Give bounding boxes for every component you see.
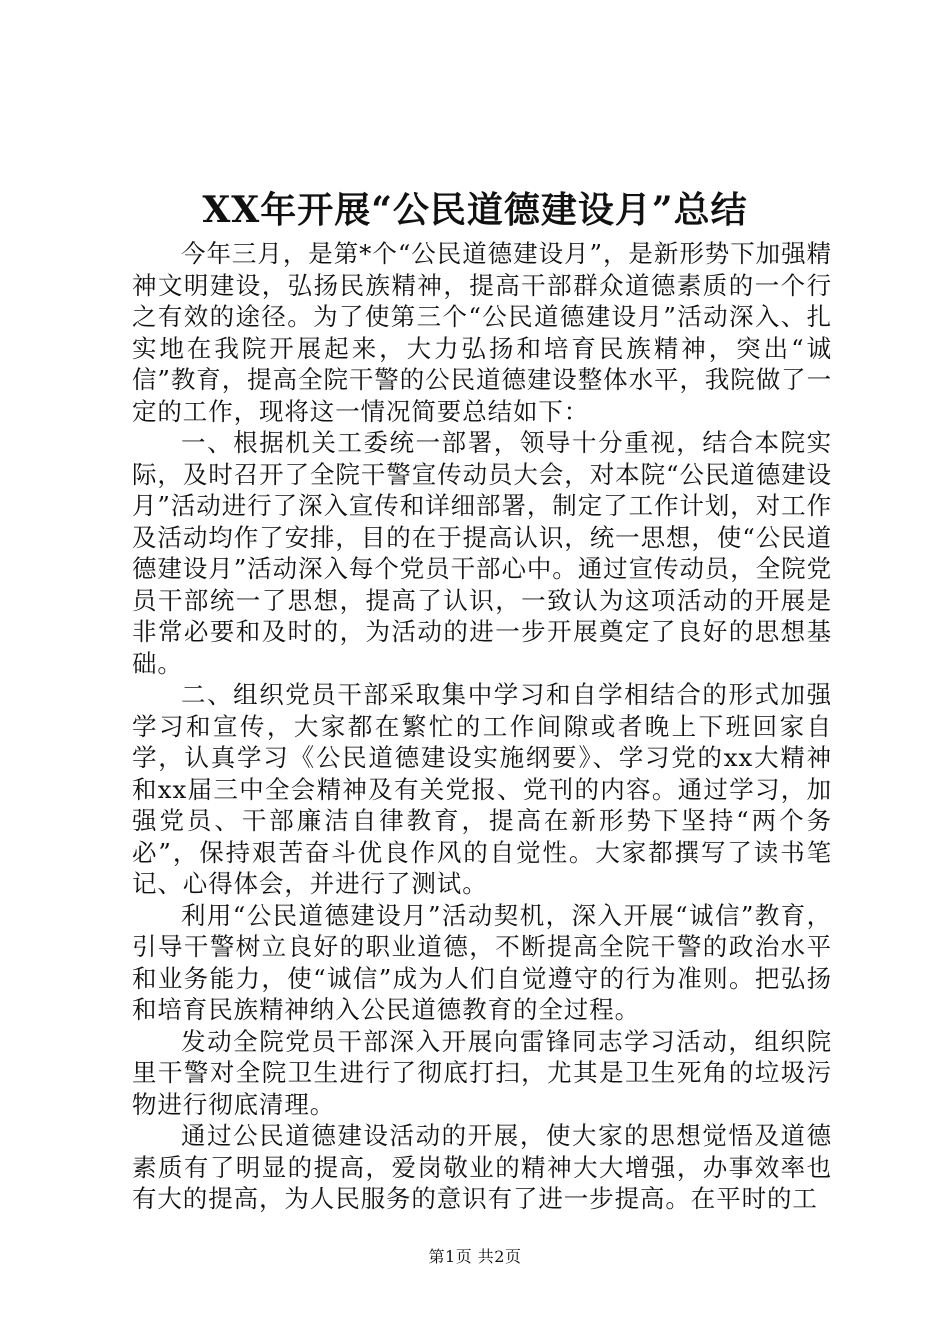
page-number-footer: 第1页 共2页 [428,1247,522,1266]
paragraph-results: 通过公民道德建设活动的开展，使大家的思想觉悟及道德素质有了明显的提高，爱岗敬业的精神大大增强，办事效率也有大的提高，为人民服务的意识有了进一步提高。在平时的工 [132,1121,832,1213]
document-body [132,238,832,1215]
paragraph-lei-feng-activity: 发动全院党员干部深入开展向雷锋同志学习活动，组织院里干警对全院卫生进行了彻底打扫，尤其是卫生死角的垃圾污物进行彻底清理。 [132,1026,832,1119]
paragraph-section-1: 一、根据机关工委统一部署，领导十分重视，结合本院实际，及时召开了全院干警宣传动员大会，对本院“公民道德建设月”活动进行了深入宣传和详细部署，制定了工作计划，对工作及活动均作了安排，目的在于提高认识，统一思想，使“公民道德建设月”活动深入每个党员干部心中。通过宣传动员，全院党员干部统一了思想，提高了认识，一致认为这项活动的开展是非常必要和及时的，为活动的进一步开展奠定了良好的思想基础。 [132,428,832,678]
paragraph-intro: 今年三月，是第*个“公民道德建设月”，是新形势下加强精神文明建设，弘扬民族精神，提高干部群众道德素质的一个行之有效的途径。为了使第三个“公民道德建设月”活动深入、扎实地在我院开展起来，大力弘扬和培育民族精神，突出“诚信”教育，提高全院干警的公民道德建设整体水平，我院做了一定的工作，现将这一情况简要总结如下： [132,239,832,426]
document-title: XX年开展“公民道德建设月”总结 [202,189,748,231]
paragraph-section-2: 二、组织党员干部采取集中学习和自学相结合的形式加强学习和宣传，大家都在繁忙的工作间隙或者晚上下班回家自学，认真学习《公民道德建设实施纲要》、学习党的xx大精神和xx届三中全会精神及有关党报、党刊的内容。通过学习，加强党员、干部廉洁自律教育，提高在新形势下坚持“两个务必”，保持艰苦奋斗优良作风的自觉性。大家都撰写了读书笔记、心得体会，并进行了测试。 [132,680,832,898]
paragraph-integrity-education: 利用“公民道德建设月”活动契机，深入开展“诚信”教育，引导干警树立良好的职业道德，不断提高全院干警的政治水平和业务能力，使“诚信”成为人们自觉遵守的行为准则。把弘扬和培育民族精神纳入公民道德教育的全过程。 [132,900,832,1024]
